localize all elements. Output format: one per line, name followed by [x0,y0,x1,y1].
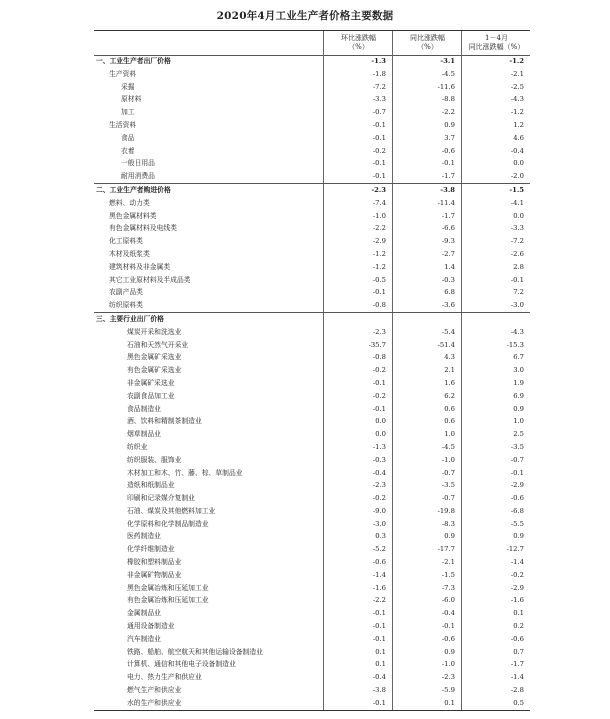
yoy-value: -1.0 [392,658,461,671]
section-row [94,183,530,197]
table-row [94,197,530,210]
yoy-value: -19.8 [392,505,461,518]
table-header [94,30,530,56]
table-row [94,569,530,582]
row-label: 煤炭开采和洗选业 [127,327,182,336]
table-row [94,658,530,671]
column-header-line: 环比涨跌幅 [341,34,376,42]
table-row [94,274,530,287]
row-label: 农副产品类 [109,288,143,297]
section-row [94,55,530,68]
yoy-value: -2.2 [392,106,461,119]
ytd-yoy-value: 1.9 [461,377,530,390]
table-row [94,684,530,697]
table-row [94,671,530,684]
mom-value: -7.2 [323,81,392,94]
table-row [94,106,530,119]
column-header-line: （%） [417,43,438,51]
yoy-value: 0.9 [392,646,461,659]
ytd-yoy-value: -4.1 [461,197,530,210]
mom-value [323,313,392,326]
mom-value: -0.4 [323,671,392,684]
row-label: 黑色金属冶炼和压延加工业 [127,583,209,592]
ytd-yoy-value: -5.5 [461,518,530,531]
table-row [94,479,530,492]
yoy-value: 3.7 [392,132,461,145]
mom-value: 0.0 [323,428,392,441]
mom-value: -0.7 [323,106,392,119]
yoy-value: -2.3 [392,671,461,684]
row-label: 采掘 [121,82,135,91]
mom-value: -1.3 [323,55,392,68]
table-row [94,157,530,170]
row-label: 其它工业原材料及半成品类 [109,275,191,284]
table-row [94,145,530,158]
mom-value: -3.0 [323,518,392,531]
row-label: 金属制品业 [127,609,161,618]
row-label: 化学原料和化学制品制造业 [127,519,209,528]
row-label: 烟草制品业 [127,430,161,439]
yoy-value: -0.1 [392,157,461,170]
ytd-yoy-value: 0.1 [461,607,530,620]
ytd-yoy-value: -1.6 [461,594,530,607]
row-label: 铁路、船舶、航空航天和其他运输设备制造业 [127,647,263,656]
mom-value: -1.0 [323,210,392,223]
row-label: 计算机、通信和其他电子设备制造业 [127,660,236,669]
table-row [94,530,530,543]
ytd-yoy-value: -0.2 [461,569,530,582]
column-header-mom [323,31,393,55]
row-label: 耐用消费品 [121,172,155,181]
table-row [94,556,530,569]
row-label: 通用设备制造业 [127,622,175,631]
yoy-value: -0.3 [392,274,461,287]
ytd-yoy-value: -1.2 [461,55,530,68]
yoy-value: -2.7 [392,248,461,261]
mom-value: -0.1 [323,403,392,416]
table-row [94,633,530,646]
column-header-line: 同比涨跌幅（%） [468,43,525,51]
mom-value: -0.2 [323,145,392,158]
mom-value: -35.7 [323,339,392,352]
yoy-value: -1.7 [392,170,461,183]
yoy-value: 0.1 [392,697,461,710]
row-label: 非金属矿物制品业 [127,570,182,579]
row-label: 一、工业生产者出厂价格 [96,57,171,65]
row-label: 原材料 [121,95,142,104]
yoy-value: -4.5 [392,441,461,454]
table-row [94,518,530,531]
row-label: 农副食品加工业 [127,391,175,400]
row-label: 黑色金属矿采选业 [127,353,182,362]
ytd-yoy-value: 4.6 [461,132,530,145]
mom-value: -0.6 [323,556,392,569]
yoy-value: -3.5 [392,479,461,492]
ytd-yoy-value: -6.8 [461,505,530,518]
ytd-yoy-value: -3.5 [461,441,530,454]
yoy-value: 0.6 [392,403,461,416]
column-header-line: 同比涨跌幅 [410,34,445,42]
table-row [94,594,530,607]
mom-value: -1.2 [323,248,392,261]
table-row [94,582,530,595]
row-label: 化学纤维制造业 [127,545,175,554]
table-row [94,454,530,467]
row-label: 木材及纸浆类 [109,249,150,258]
ytd-yoy-value: 3.0 [461,364,530,377]
yoy-value: -0.7 [392,492,461,505]
mom-value: -2.3 [323,184,392,197]
yoy-value: 1.0 [392,428,461,441]
mom-value: -0.1 [323,633,392,646]
mom-value: -5.2 [323,543,392,556]
table-row [94,646,530,659]
table-row [94,467,530,480]
yoy-value: -0.7 [392,467,461,480]
table-row [94,441,530,454]
row-label: 一般日用品 [121,159,155,168]
table-row [94,119,530,132]
table-row [94,364,530,377]
ytd-yoy-value: -0.1 [461,274,530,287]
mom-value: -0.5 [323,274,392,287]
column-header-ytd-yoy [461,31,531,55]
row-label: 生活资料 [109,120,137,129]
row-label: 有色金属材料及电线类 [109,224,177,233]
mom-value: -0.8 [323,299,392,312]
mom-value: 0.0 [323,415,392,428]
mom-value: -0.2 [323,390,392,403]
ytd-yoy-value: -15.3 [461,339,530,352]
row-label: 建筑材料及非金属类 [109,262,171,271]
row-label: 三、主要行业出厂价格 [96,314,164,323]
mom-value: 0.1 [323,646,392,659]
table-row [94,505,530,518]
ytd-yoy-value: -2.5 [461,81,530,94]
ytd-yoy-value: -12.7 [461,543,530,556]
row-label: 纺织服装、服饰业 [127,455,182,464]
row-label: 电力、热力生产和供应业 [127,673,202,682]
table-row [94,492,530,505]
ytd-yoy-value: 0.2 [461,620,530,633]
row-label: 二、工业生产者购进价格 [96,185,171,194]
row-label: 木材加工和木、竹、藤、棕、草制品业 [127,468,243,477]
table-row [94,81,530,94]
mom-value: -0.4 [323,467,392,480]
mom-value: -2.3 [323,479,392,492]
ytd-yoy-value [461,313,530,326]
ytd-yoy-value: 2.5 [461,428,530,441]
row-label: 酒、饮料和精制茶制造业 [127,417,202,426]
row-label: 衣着 [121,146,135,155]
yoy-value: -0.6 [392,145,461,158]
yoy-value: -0.1 [392,620,461,633]
ytd-yoy-value: 0.0 [461,210,530,223]
ytd-yoy-value: 0.0 [461,157,530,170]
yoy-value: 4.3 [392,351,461,364]
ytd-yoy-value: 6.9 [461,390,530,403]
ytd-yoy-value: -1.2 [461,106,530,119]
yoy-value: -3.1 [392,55,461,68]
column-header-yoy [392,31,462,55]
yoy-value: 2.1 [392,364,461,377]
mom-value: -0.1 [323,132,392,145]
ytd-yoy-value: 0.9 [461,530,530,543]
mom-value: -0.1 [323,620,392,633]
ytd-yoy-value: -4.3 [461,93,530,106]
yoy-value: 1.4 [392,261,461,274]
ytd-yoy-value: -2.8 [461,684,530,697]
table-row [94,132,530,145]
yoy-value: -1.7 [392,210,461,223]
mom-value: -0.1 [323,119,392,132]
table-row [94,339,530,352]
row-label: 加工 [121,108,135,117]
table-body [94,55,530,711]
row-label: 石油和天然气开采业 [127,340,189,349]
ytd-yoy-value: -2.9 [461,582,530,595]
mom-value: -0.3 [323,454,392,467]
table-row [94,415,530,428]
yoy-value: -5.4 [392,326,461,339]
mom-value: -1.8 [323,68,392,81]
ytd-yoy-value: 1.2 [461,119,530,132]
table-row [94,222,530,235]
table-row [94,261,530,274]
yoy-value: -11.6 [392,81,461,94]
column-header-line: （%） [348,43,369,51]
row-label: 橡胶和塑料制品业 [127,558,182,567]
table-row [94,620,530,633]
mom-value: 0.1 [323,658,392,671]
ytd-yoy-value: -1.4 [461,556,530,569]
table-row [94,286,530,299]
mom-value: -0.1 [323,607,392,620]
yoy-value: 0.9 [392,530,461,543]
table-row [94,210,530,223]
yoy-value: -1.5 [392,569,461,582]
yoy-value: -51.4 [392,339,461,352]
row-label: 纺织原料类 [109,301,143,310]
yoy-value: -4.5 [392,68,461,81]
ytd-yoy-value: -1.5 [461,184,530,197]
yoy-value: -7.3 [392,582,461,595]
row-label: 医药制造业 [127,532,161,541]
column-header-line: 1－4月 [485,34,508,42]
mom-value: 0.3 [323,530,392,543]
mom-value: -0.1 [323,377,392,390]
row-label: 非金属矿采选业 [127,378,175,387]
ytd-yoy-value: 2.8 [461,261,530,274]
mom-value: -3.3 [323,93,392,106]
yoy-value [392,313,461,326]
row-label: 造纸和纸制品业 [127,481,175,490]
ytd-yoy-value: 6.7 [461,351,530,364]
page-title: 2020年4月工业生产者价格主要数据 [216,10,394,22]
ytd-yoy-value: -4.3 [461,326,530,339]
table-row [94,403,530,416]
yoy-value: -11.4 [392,197,461,210]
ytd-yoy-value: 7.2 [461,286,530,299]
mom-value: -0.1 [323,286,392,299]
mom-value: -1.2 [323,261,392,274]
row-label: 食品制造业 [127,404,161,413]
ytd-yoy-value: 0.5 [461,697,530,710]
ytd-yoy-value: -3.3 [461,222,530,235]
yoy-value: -5.9 [392,684,461,697]
table-row [94,390,530,403]
yoy-value: -9.3 [392,235,461,248]
mom-value: -7.4 [323,197,392,210]
yoy-value: 1.6 [392,377,461,390]
row-label: 水的生产和供应业 [127,698,182,707]
ytd-yoy-value: 0.7 [461,646,530,659]
table-row [94,351,530,364]
ytd-yoy-value: -0.6 [461,633,530,646]
ytd-yoy-value: -3.0 [461,299,530,312]
yoy-value: 0.6 [392,415,461,428]
table-row [94,543,530,556]
row-label: 印刷和记录媒介复制业 [127,494,195,503]
mom-value: -0.1 [323,157,392,170]
ytd-yoy-value: -1.7 [461,658,530,671]
table-row [94,428,530,441]
row-label: 有色金属冶炼和压延加工业 [127,596,209,605]
yoy-value: -3.6 [392,299,461,312]
ytd-yoy-value: -7.2 [461,235,530,248]
row-label: 燃气生产和供应业 [127,686,182,695]
table-row [94,170,530,183]
yoy-value: -0.6 [392,633,461,646]
mom-value: -3.8 [323,684,392,697]
table-row [94,377,530,390]
mom-value: -1.3 [323,441,392,454]
yoy-value: 0.9 [392,119,461,132]
mom-value: -0.1 [323,697,392,710]
ytd-yoy-value: -2.9 [461,479,530,492]
row-label: 纺织业 [127,442,148,451]
mom-value: -1.4 [323,569,392,582]
table-row [94,607,530,620]
mom-value: -2.9 [323,235,392,248]
ytd-yoy-value: -2.6 [461,248,530,261]
yoy-value: -3.8 [392,184,461,197]
table-row [94,326,530,339]
ytd-yoy-value: -1.4 [461,671,530,684]
row-label: 燃料、动力类 [109,198,150,207]
mom-value: -0.2 [323,364,392,377]
yoy-value: 6.2 [392,390,461,403]
ytd-yoy-value: -0.4 [461,145,530,158]
mom-value: -2.3 [323,326,392,339]
yoy-value: 6.8 [392,286,461,299]
ytd-yoy-value: -0.6 [461,492,530,505]
ytd-yoy-value: -0.7 [461,454,530,467]
yoy-value: -0.4 [392,607,461,620]
table-row [94,235,530,248]
table-row [94,697,530,710]
ytd-yoy-value: -0.1 [461,467,530,480]
mom-value: -2.2 [323,594,392,607]
yoy-value: -2.1 [392,556,461,569]
yoy-value: -8.3 [392,518,461,531]
row-label: 汽车制造业 [127,634,161,643]
row-label: 石油、煤炭及其他燃料加工业 [127,506,216,515]
yoy-value: -17.7 [392,543,461,556]
row-label: 黑色金属材料类 [109,211,157,220]
ytd-yoy-value: 1.0 [461,415,530,428]
table-row [94,68,530,81]
section-row [94,312,530,326]
yoy-value: -8.8 [392,93,461,106]
mom-value: -9.0 [323,505,392,518]
table-row [94,248,530,261]
ytd-yoy-value: -2.1 [461,68,530,81]
ytd-yoy-value: -2.0 [461,170,530,183]
row-label: 化工原料类 [109,237,143,246]
table-row [94,299,530,312]
row-label: 有色金属矿采选业 [127,366,182,375]
yoy-value: -1.0 [392,454,461,467]
yoy-value: -6.0 [392,594,461,607]
row-label: 生产资料 [109,69,137,78]
mom-value: -1.6 [323,582,392,595]
table-row [94,93,530,106]
mom-value: -0.1 [323,170,392,183]
mom-value: -0.8 [323,351,392,364]
mom-value: -0.2 [323,492,392,505]
ytd-yoy-value: 0.9 [461,403,530,416]
mom-value: -2.2 [323,222,392,235]
yoy-value: -6.6 [392,222,461,235]
row-label: 食品 [121,133,135,142]
